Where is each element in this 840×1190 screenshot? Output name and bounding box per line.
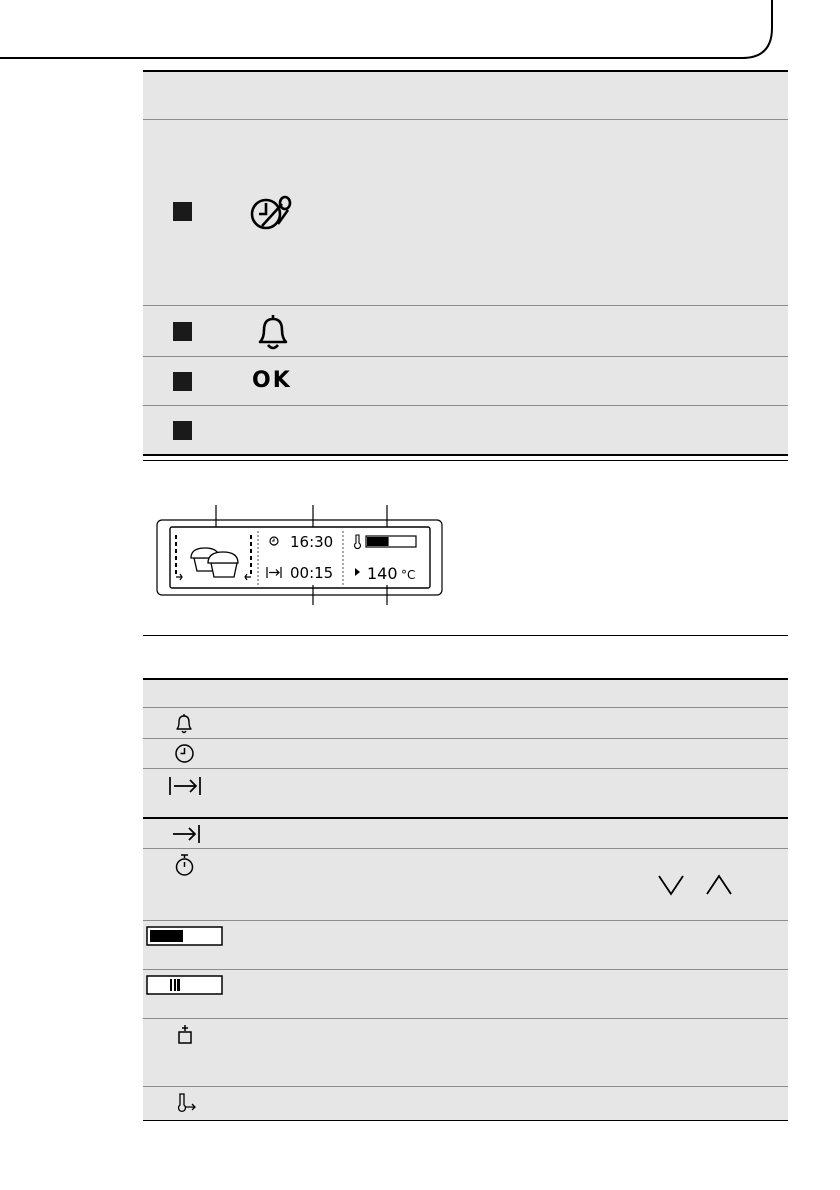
square-marker-icon xyxy=(173,421,192,440)
end-icon xyxy=(171,823,201,845)
heat-level-fill xyxy=(367,537,389,546)
clock-spoon-icon xyxy=(248,194,300,234)
divider xyxy=(143,460,788,461)
cake-icon xyxy=(191,548,238,577)
square-marker-icon xyxy=(173,372,192,391)
table-row xyxy=(143,921,788,970)
duration-icon xyxy=(168,775,202,797)
table-row xyxy=(143,708,788,739)
table-row xyxy=(143,970,788,1019)
table-row xyxy=(143,769,788,819)
duration-readout: 00:15 xyxy=(290,564,334,582)
square-marker-icon xyxy=(173,202,192,221)
page-fold-mark xyxy=(0,0,840,80)
bell-icon xyxy=(248,312,298,352)
temperature-arrow-icon xyxy=(176,1092,198,1114)
table-row xyxy=(143,357,788,406)
table-row xyxy=(143,406,788,456)
table-row xyxy=(143,739,788,769)
temperature-unit: °C xyxy=(401,568,416,582)
display-panel xyxy=(156,505,446,605)
table-row xyxy=(143,306,788,357)
table-header-row xyxy=(143,678,788,708)
time-readout: 16:30 xyxy=(290,533,334,551)
table-row xyxy=(143,120,788,306)
button-table xyxy=(143,70,788,456)
divider xyxy=(143,635,788,636)
ok-button-label: OK xyxy=(252,368,292,393)
core-temp-sensor-icon xyxy=(176,1024,194,1046)
bell-icon xyxy=(174,713,194,734)
table-row xyxy=(143,1019,788,1087)
temperature-readout: 140 xyxy=(367,564,398,583)
table-row xyxy=(143,1087,788,1121)
table-row xyxy=(143,819,788,849)
heat-up-bar-icon xyxy=(145,925,225,947)
chevron-up-icon xyxy=(704,874,734,896)
table-header-row xyxy=(143,70,788,120)
table-row xyxy=(143,849,788,921)
fast-heat-up-bar-icon xyxy=(145,974,225,996)
clock-icon xyxy=(174,743,195,764)
chevron-down-icon xyxy=(656,874,686,896)
square-marker-icon xyxy=(173,322,192,341)
indicator-table xyxy=(143,678,788,1121)
stopwatch-icon xyxy=(174,853,195,877)
